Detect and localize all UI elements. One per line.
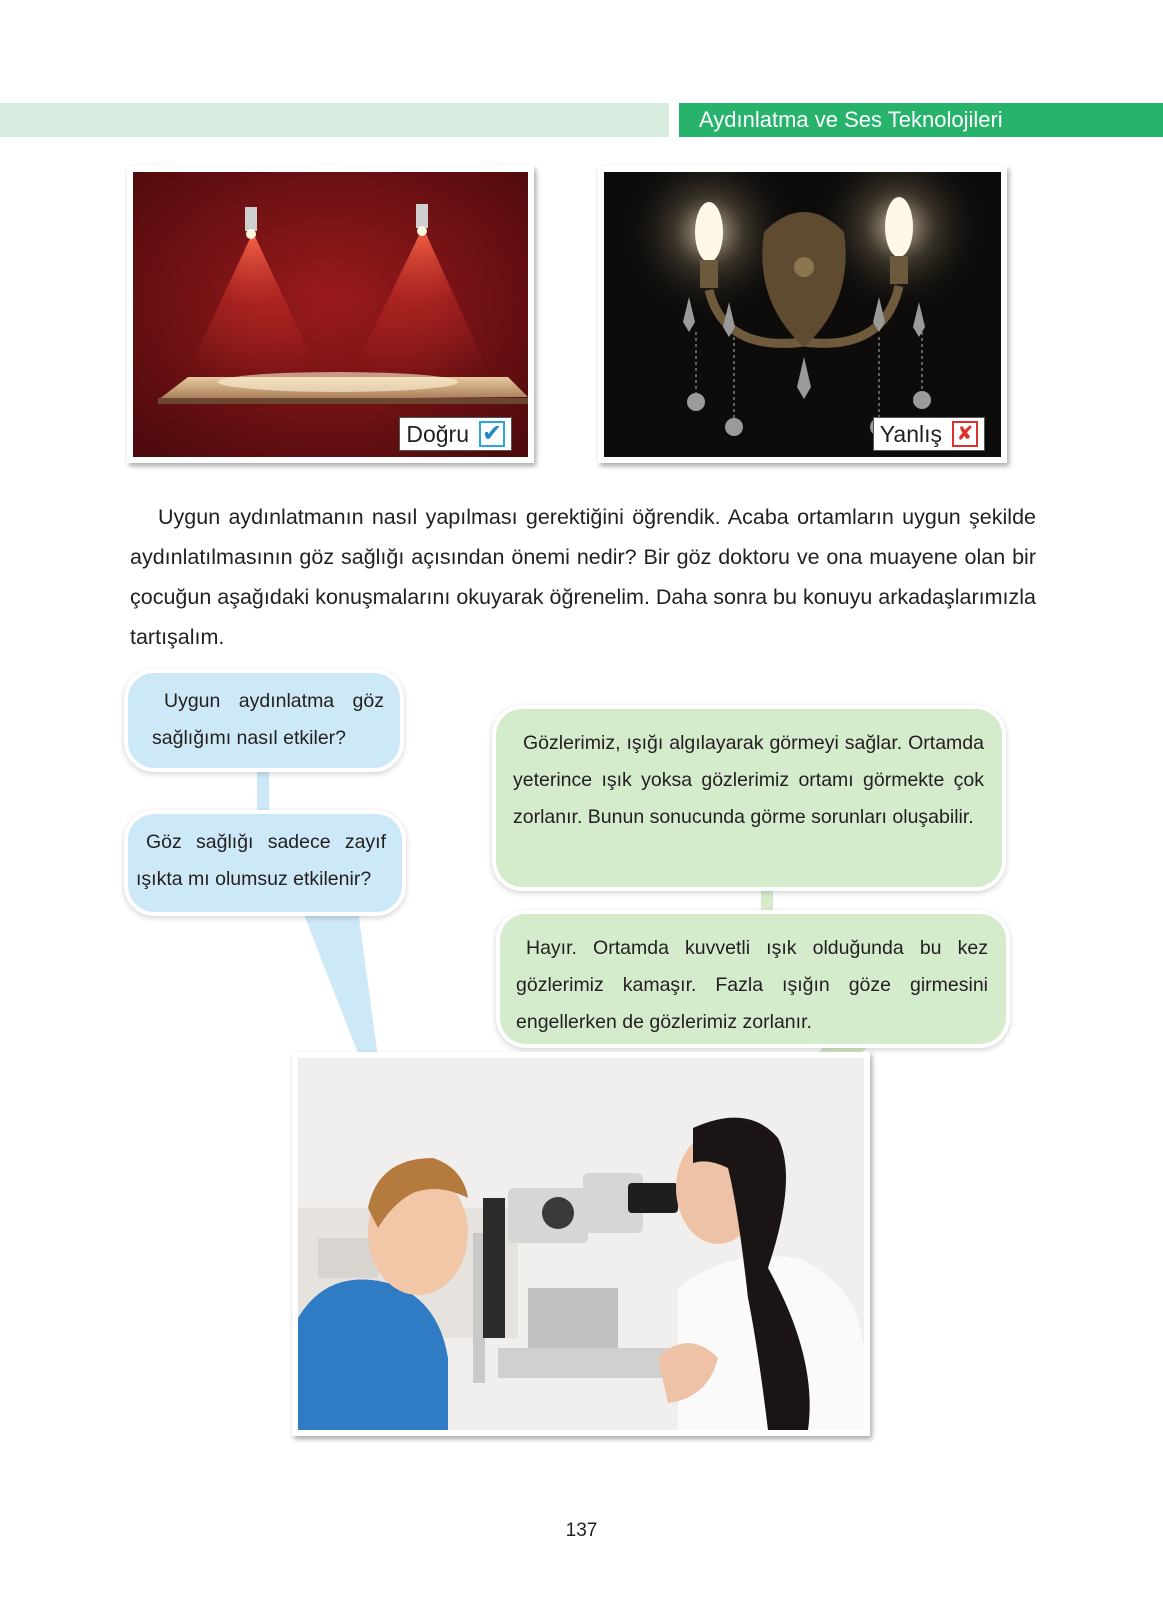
eye-exam-photo bbox=[292, 1052, 870, 1436]
correct-label: Doğru bbox=[406, 421, 469, 447]
check-icon: ✔ bbox=[479, 421, 505, 447]
chapter-title: Aydınlatma ve Ses Teknolojileri bbox=[679, 103, 1163, 137]
doctor-answer-1-bubble bbox=[496, 709, 1002, 887]
intro-paragraph: Uygun aydınlatmanın nasıl yapılması gerektiğini öğrendik. Acaba ortamların uygun şekilde aydınlatılmasının göz sağlığı açısından önemi nedir? Bir göz doktoru ve ona muayene olan bir çocuğun aşağıdaki konuşmalarını okuyarak öğrenelim. Daha sonra bu konuyu arkadaşlarımızla tartışalım. bbox=[130, 505, 1036, 649]
page-number: 137 bbox=[565, 1520, 598, 1541]
child-question-2-text: Göz sağlığı sadece zayıf ışıkta mı olumsuz etkilenir? bbox=[136, 831, 386, 890]
doctor-answer-1-text: Gözlerimiz, ışığı algılayarak görmeyi sağlar. Ortamda yeterince ışık yoksa gözlerimiz ortamı görmekte çok zorlanır. Bunun sonucunda görme sorunları oluşabilir. bbox=[513, 732, 984, 828]
child-question-1-bubble bbox=[128, 673, 400, 768]
wrong-label: Yanlış bbox=[879, 421, 942, 447]
doctor-answer-2-bubble bbox=[500, 914, 1006, 1044]
eye-exam-image bbox=[298, 1058, 864, 1430]
cross-icon: ✘ bbox=[952, 421, 978, 447]
child-question-1-text: Uygun aydınlatma göz sağlığımı nasıl etkiler? bbox=[152, 690, 384, 749]
child-question-2-bubble bbox=[128, 814, 402, 912]
doctor-answer-2-text: Hayır. Ortamda kuvvetli ışık olduğunda bu kez gözlerimiz kamaşır. Fazla ışığın göze girmesini engellerken de gözlerimiz zorlanır. bbox=[516, 937, 988, 1033]
